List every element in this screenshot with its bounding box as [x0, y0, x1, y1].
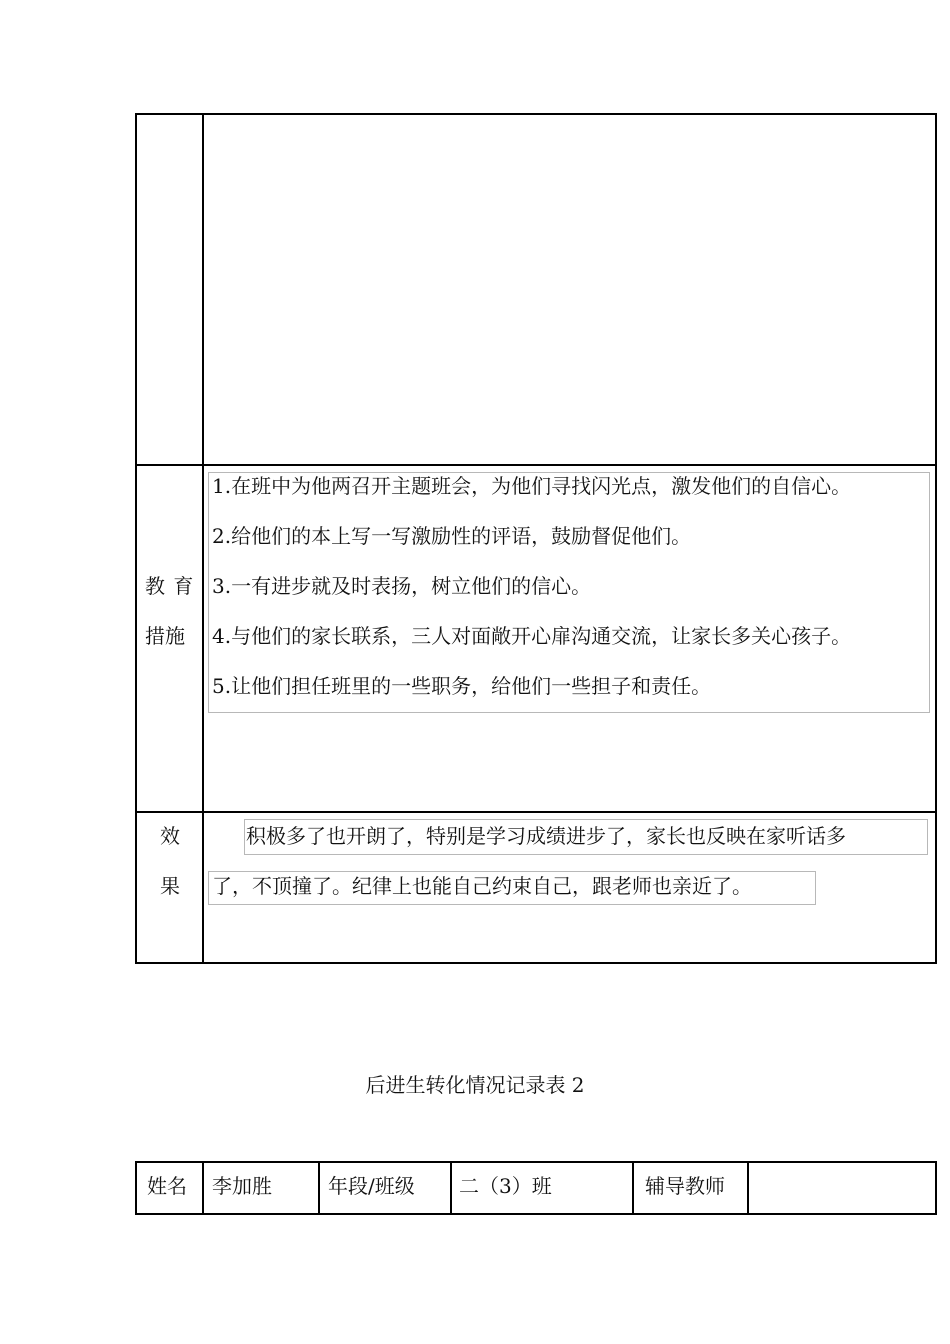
measures-label-line1: 教 育 — [145, 574, 195, 598]
effect-label-line2: 果 — [160, 874, 180, 898]
measure-item-3: 3.一有进步就及时表扬，树立他们的信心。 — [212, 574, 592, 598]
record-table-2-title: 后进生转化情况记录表 2 — [365, 1073, 585, 1097]
grade-label: 年段/班级 — [328, 1174, 415, 1198]
effect-text-line2: 了，不顶撞了。纪律上也能自己约束自己，跟老师也亲近了。 — [212, 874, 752, 898]
row-empty-content — [204, 115, 934, 463]
measure-item-1: 1.在班中为他两召开主题班会，为他们寻找闪光点，激发他们的自信心。 — [212, 474, 852, 498]
measure-item-4: 4.与他们的家长联系，三人对面敞开心扉沟通交流，让家长多关心孩子。 — [212, 624, 852, 648]
effect-text-line1: 积极多了也开朗了，特别是学习成绩进步了，家长也反映在家听话多 — [246, 824, 846, 848]
grade-value: 二（3）班 — [459, 1174, 552, 1198]
measure-item-2: 2.给他们的本上写一写激励性的评语，鼓励督促他们。 — [212, 524, 692, 548]
row-empty-label — [137, 115, 201, 463]
effect-label-line1: 效 — [160, 824, 180, 848]
name-label: 姓名 — [147, 1174, 187, 1198]
measure-item-5: 5.让他们担任班里的一些职务，给他们一些担子和责任。 — [212, 674, 712, 698]
name-value: 李加胜 — [212, 1174, 272, 1198]
tutor-label: 辅导教师 — [645, 1174, 725, 1198]
measures-label-line2: 措施 — [145, 624, 185, 648]
